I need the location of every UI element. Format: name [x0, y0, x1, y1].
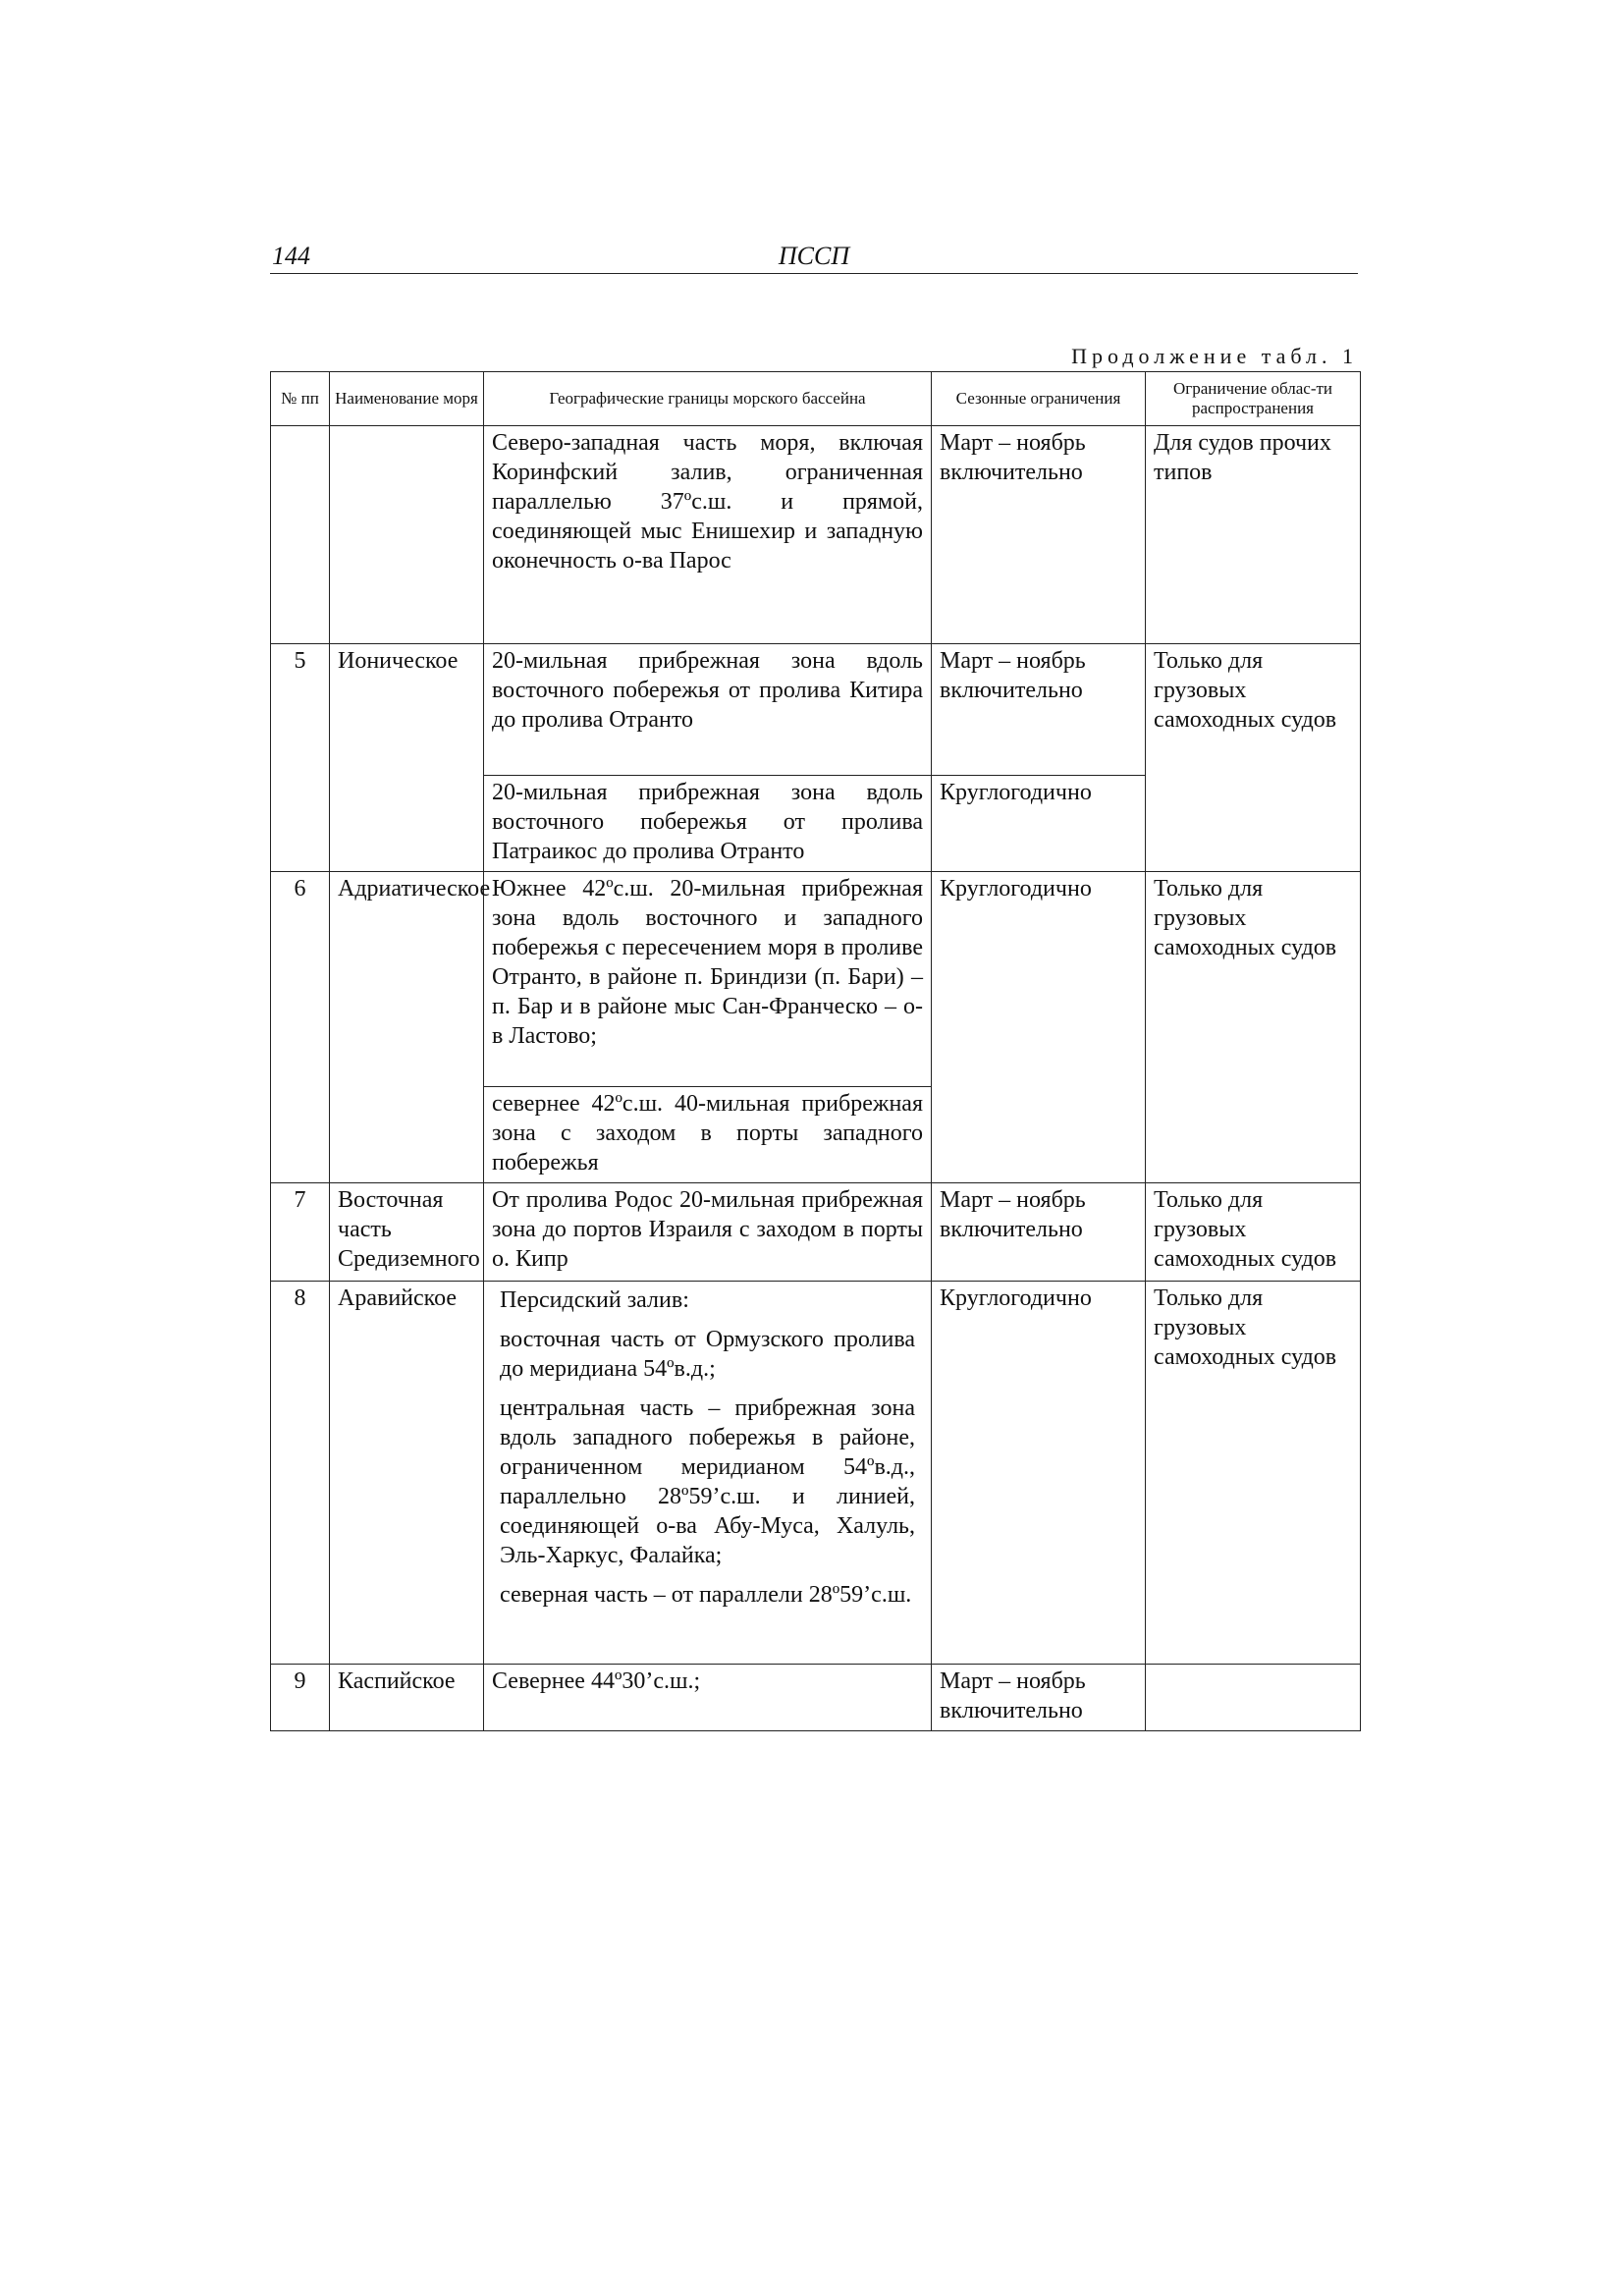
sea-limits-table [270, 371, 1361, 1731]
seasonal-limits: Круглогодично [932, 1282, 1146, 1665]
table-row [271, 872, 1361, 1087]
geographic-bounds: 20-мильная прибрежная зона вдоль восточного побережья от пролива Патраикос до пролива Отранто [484, 776, 932, 872]
area-restriction: Только для грузовых самоходных судов [1146, 872, 1361, 1183]
column-header-geographic-bounds: Географические границы морского бассейна [484, 372, 932, 426]
running-title: ПССП [778, 242, 850, 270]
geographic-bounds: Севернее 44º30’с.ш.; [484, 1665, 932, 1731]
geographic-bounds-part: северная часть – от параллели 28º59’с.ш. [500, 1582, 912, 1608]
sea-name: Восточная часть Средиземного [330, 1183, 484, 1282]
table-row [271, 1282, 1361, 1665]
column-header-seasonal-limits: Сезонные ограничения [932, 372, 1146, 426]
area-restriction [1146, 1665, 1361, 1731]
seasonal-limits: Март – ноябрь включительно [932, 1665, 1146, 1731]
seasonal-limits: Круглогодично [932, 776, 1146, 872]
geographic-bounds: Северо-западная часть моря, включая Коринфский залив, ограниченная параллелью 37ºс.ш. и прямой, соединяющей мыс Енишехир и западную оконечность о-ва Парос [484, 426, 932, 644]
sea-name: Каспийское [330, 1665, 484, 1731]
geographic-bounds: Южнее 42ºс.ш. 20-мильная прибрежная зона вдоль восточного и западного побережья с пересечением моря в проливе Отранто, в районе п. Бриндизи (п. Бари) – п. Бар и в районе мыс Сан-Франческо – о-в Ластово; [484, 872, 932, 1087]
geographic-bounds-part: Персидский залив: [500, 1287, 689, 1313]
row-number: 8 [271, 1282, 330, 1665]
sea-name: Аравийское [330, 1282, 484, 1665]
seasonal-limits: Март – ноябрь включительно [932, 426, 1146, 644]
geographic-bounds-part: центральная часть – прибрежная зона вдоль западного побережья в районе, ограниченном меридианом 54ºв.д., параллельно 28º59’с.ш. и линией, соединяющей о-ва Абу-Муса, Халуль, Эль-Харкус, Фалайка; [500, 1395, 915, 1568]
table-row [271, 1183, 1361, 1282]
seasonal-limits: Круглогодично [932, 872, 1146, 1183]
table-row [271, 426, 1361, 644]
geographic-bounds [484, 1282, 932, 1665]
table-row [271, 1665, 1361, 1731]
area-restriction: Только для грузовых самоходных судов [1146, 1282, 1361, 1665]
row-number: 5 [271, 644, 330, 872]
row-number: 6 [271, 872, 330, 1183]
geographic-bounds: От пролива Родос 20-мильная прибрежная зона до портов Израиля с заходом в порты о. Кипр [484, 1183, 932, 1282]
column-header-sea-name: Наименование моря [330, 372, 484, 426]
geographic-bounds-part: восточная часть от Ормузского пролива до меридиана 54ºв.д.; [500, 1327, 915, 1382]
area-restriction: Только для грузовых самоходных судов [1146, 1183, 1361, 1282]
seasonal-limits: Март – ноябрь включительно [932, 644, 1146, 776]
seasonal-limits: Март – ноябрь включительно [932, 1183, 1146, 1282]
geographic-bounds: севернее 42ºс.ш. 40-мильная прибрежная зона с заходом в порты западного побережья [484, 1087, 932, 1183]
row-number [271, 426, 330, 644]
table-continuation-label: Продолжение табл. 1 [1071, 344, 1358, 368]
table-header-row [271, 372, 1361, 426]
column-header-area-restriction: Ограничение облас-ти распространения [1146, 372, 1361, 426]
table-row [271, 644, 1361, 776]
column-header-number: № пп [271, 372, 330, 426]
geographic-bounds: 20-мильная прибрежная зона вдоль восточного побережья от пролива Китира до пролива Отранто [484, 644, 932, 776]
area-restriction: Только для грузовых самоходных судов [1146, 644, 1361, 872]
sea-name: Адриатическое [330, 872, 484, 1183]
page-number: 144 [272, 242, 310, 270]
sea-name: Ионическое [330, 644, 484, 872]
area-restriction: Для судов прочих типов [1146, 426, 1361, 644]
row-number: 7 [271, 1183, 330, 1282]
row-number: 9 [271, 1665, 330, 1731]
sea-name [330, 426, 484, 644]
page-header [270, 236, 1358, 274]
